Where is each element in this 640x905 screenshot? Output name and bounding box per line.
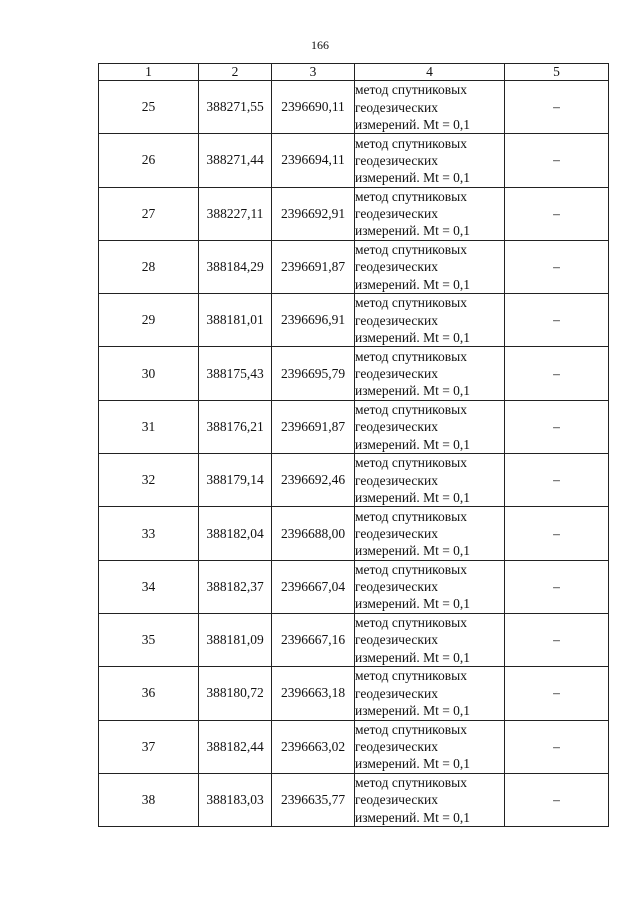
method-line: метод спутниковых — [355, 455, 467, 471]
y-coordinate-cell: 2396667,04 — [272, 560, 355, 613]
method-cell — [355, 507, 505, 560]
method-line: геодезических — [355, 419, 438, 435]
y-coordinate-cell: 2396696,91 — [272, 294, 355, 347]
table-row — [99, 187, 609, 240]
x-coordinate-cell: 388176,21 — [199, 400, 272, 453]
note-cell: – — [505, 773, 609, 826]
method-line: измерений. Mt = 0,1 — [355, 596, 471, 612]
point-number-cell: 32 — [99, 454, 199, 507]
method-cell — [355, 667, 505, 720]
method-cell — [355, 81, 505, 134]
method-line: метод спутниковых — [355, 508, 467, 524]
table-row — [99, 560, 609, 613]
x-coordinate-cell: 388183,03 — [199, 773, 272, 826]
method-cell — [355, 347, 505, 400]
table-row — [99, 613, 609, 666]
point-number-cell: 35 — [99, 613, 199, 666]
y-coordinate-cell: 2396667,16 — [272, 613, 355, 666]
note-cell: – — [505, 454, 609, 507]
y-coordinate-cell: 2396635,77 — [272, 773, 355, 826]
point-number-cell: 28 — [99, 240, 199, 293]
method-line: метод спутниковых — [355, 615, 467, 631]
column-header-2: 2 — [199, 64, 272, 81]
method-cell — [355, 613, 505, 666]
method-line: метод спутниковых — [355, 135, 467, 151]
y-coordinate-cell: 2396690,11 — [272, 81, 355, 134]
method-line: измерений. Mt = 0,1 — [355, 489, 471, 505]
table-row — [99, 720, 609, 773]
column-header-1: 1 — [99, 64, 199, 81]
column-header-5: 5 — [505, 64, 609, 81]
method-line: геодезических — [355, 739, 438, 755]
table-body — [99, 81, 609, 827]
x-coordinate-cell: 388227,11 — [199, 187, 272, 240]
method-cell — [355, 560, 505, 613]
method-cell — [355, 240, 505, 293]
method-line: измерений. Mt = 0,1 — [355, 703, 471, 719]
method-cell — [355, 454, 505, 507]
x-coordinate-cell: 388182,44 — [199, 720, 272, 773]
point-number-cell: 36 — [99, 667, 199, 720]
method-line: метод спутниковых — [355, 188, 467, 204]
method-line: метод спутниковых — [355, 775, 467, 791]
x-coordinate-cell: 388180,72 — [199, 667, 272, 720]
table-row — [99, 294, 609, 347]
column-header-4: 4 — [355, 64, 505, 81]
y-coordinate-cell: 2396694,11 — [272, 134, 355, 187]
method-line: геодезических — [355, 259, 438, 275]
table-row — [99, 400, 609, 453]
x-coordinate-cell: 388271,44 — [199, 134, 272, 187]
point-number-cell: 26 — [99, 134, 199, 187]
point-number-cell: 29 — [99, 294, 199, 347]
table-row — [99, 773, 609, 826]
method-line: измерений. Mt = 0,1 — [355, 383, 471, 399]
table-row — [99, 454, 609, 507]
y-coordinate-cell: 2396691,87 — [272, 240, 355, 293]
point-number-cell: 25 — [99, 81, 199, 134]
point-number-cell: 31 — [99, 400, 199, 453]
point-number-cell: 37 — [99, 720, 199, 773]
method-line: метод спутниковых — [355, 242, 467, 258]
method-line: геодезических — [355, 312, 438, 328]
x-coordinate-cell: 388181,09 — [199, 613, 272, 666]
method-cell — [355, 720, 505, 773]
note-cell: – — [505, 134, 609, 187]
method-cell — [355, 400, 505, 453]
table-row — [99, 507, 609, 560]
y-coordinate-cell: 2396695,79 — [272, 347, 355, 400]
point-number-cell: 38 — [99, 773, 199, 826]
method-line: геодезических — [355, 525, 438, 541]
x-coordinate-cell: 388184,29 — [199, 240, 272, 293]
method-line: измерений. Mt = 0,1 — [355, 276, 471, 292]
note-cell: – — [505, 613, 609, 666]
table-row — [99, 240, 609, 293]
x-coordinate-cell: 388182,04 — [199, 507, 272, 560]
method-line: метод спутниковых — [355, 561, 467, 577]
point-number-cell: 30 — [99, 347, 199, 400]
method-line: измерений. Mt = 0,1 — [355, 756, 471, 772]
method-line: метод спутниковых — [355, 401, 467, 417]
method-line: метод спутниковых — [355, 295, 467, 311]
method-line: измерений. Mt = 0,1 — [355, 543, 471, 559]
x-coordinate-cell: 388182,37 — [199, 560, 272, 613]
page-number: 166 — [311, 38, 329, 52]
method-cell — [355, 187, 505, 240]
method-cell — [355, 294, 505, 347]
y-coordinate-cell: 2396663,18 — [272, 667, 355, 720]
y-coordinate-cell: 2396663,02 — [272, 720, 355, 773]
coordinates-table — [98, 63, 609, 827]
method-line: измерений. Mt = 0,1 — [355, 116, 471, 132]
method-line: метод спутниковых — [355, 348, 467, 364]
note-cell: – — [505, 240, 609, 293]
method-line: измерений. Mt = 0,1 — [355, 649, 471, 665]
table-row — [99, 347, 609, 400]
table-row — [99, 81, 609, 134]
note-cell: – — [505, 720, 609, 773]
method-line: геодезических — [355, 579, 438, 595]
method-line: геодезических — [355, 206, 438, 222]
point-number-cell: 33 — [99, 507, 199, 560]
table-header-row — [99, 64, 609, 81]
note-cell: – — [505, 347, 609, 400]
point-number-cell: 27 — [99, 187, 199, 240]
note-cell: – — [505, 560, 609, 613]
note-cell: – — [505, 667, 609, 720]
method-line: метод спутниковых — [355, 82, 467, 98]
method-line: измерений. Mt = 0,1 — [355, 170, 471, 186]
note-cell: – — [505, 400, 609, 453]
table-row — [99, 667, 609, 720]
note-cell: – — [505, 507, 609, 560]
method-line: геодезических — [355, 685, 438, 701]
method-line: геодезических — [355, 632, 438, 648]
method-cell — [355, 773, 505, 826]
x-coordinate-cell: 388271,55 — [199, 81, 272, 134]
method-line: геодезических — [355, 99, 438, 115]
column-header-3: 3 — [272, 64, 355, 81]
y-coordinate-cell: 2396691,87 — [272, 400, 355, 453]
method-line: измерений. Mt = 0,1 — [355, 329, 471, 345]
method-line: измерений. Mt = 0,1 — [355, 436, 471, 452]
x-coordinate-cell: 388175,43 — [199, 347, 272, 400]
y-coordinate-cell: 2396692,46 — [272, 454, 355, 507]
method-line: геодезических — [355, 792, 438, 808]
method-line: геодезических — [355, 472, 438, 488]
method-line: метод спутниковых — [355, 668, 467, 684]
table-row — [99, 134, 609, 187]
method-line: геодезических — [355, 365, 438, 381]
point-number-cell: 34 — [99, 560, 199, 613]
method-line: измерений. Mt = 0,1 — [355, 809, 471, 825]
y-coordinate-cell: 2396688,00 — [272, 507, 355, 560]
note-cell: – — [505, 81, 609, 134]
method-line: метод спутниковых — [355, 721, 467, 737]
method-cell — [355, 134, 505, 187]
method-line: измерений. Mt = 0,1 — [355, 223, 471, 239]
x-coordinate-cell: 388179,14 — [199, 454, 272, 507]
note-cell: – — [505, 187, 609, 240]
x-coordinate-cell: 388181,01 — [199, 294, 272, 347]
method-line: геодезических — [355, 152, 438, 168]
note-cell: – — [505, 294, 609, 347]
y-coordinate-cell: 2396692,91 — [272, 187, 355, 240]
